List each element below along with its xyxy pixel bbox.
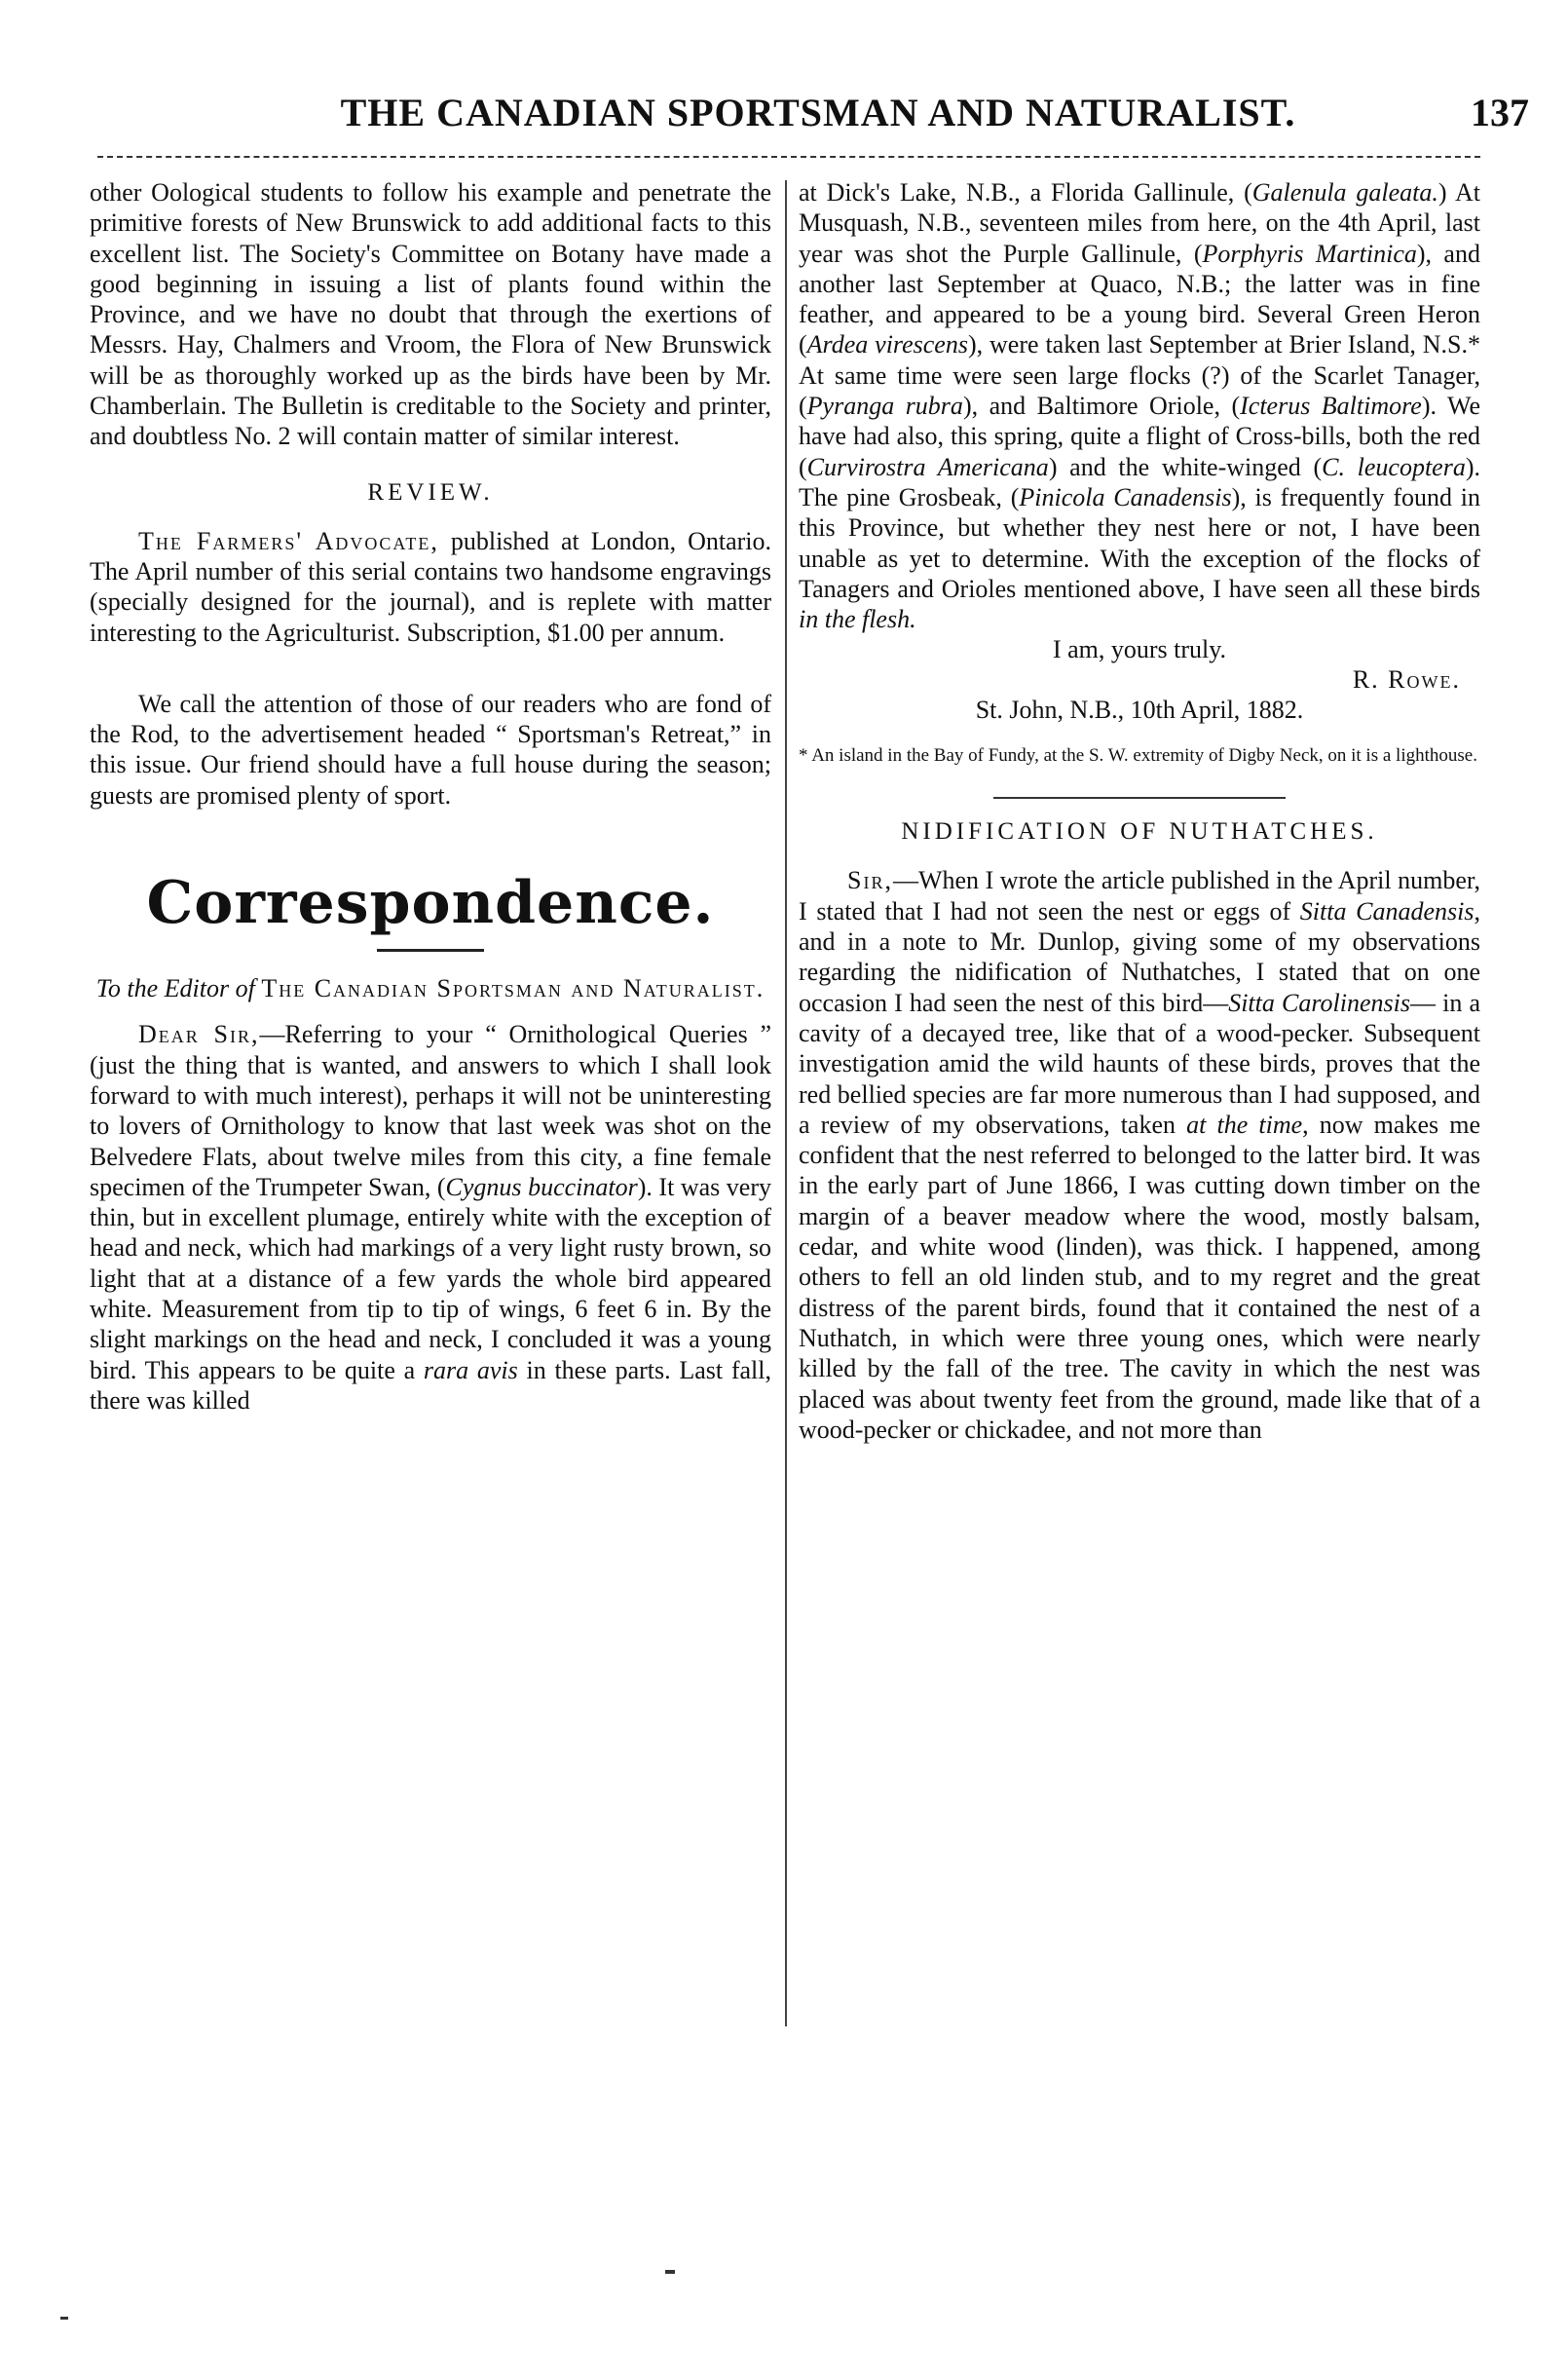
to-editor-italic: To the Editor of (95, 974, 255, 1003)
column-divider (785, 180, 787, 2026)
header-rule (97, 156, 1480, 158)
rod-notice-paragraph: We call the attention of those of our readers who are fond of the Rod, to the advertisement headed “ Sportsman's Retreat,” in this issue. Our friend should have a full house during the season; guests are promised plenty of sport. (90, 689, 771, 810)
rara-avis: rara avis (423, 1355, 518, 1384)
letter-closing: I am, yours truly. (1052, 635, 1227, 664)
review-body: published at London, Ontario. The April number of this serial contains two handsome engravings (specially designed for the journal), and is replete with matter interesting to the Agriculturist. Subscription, $1.00 per annum. (90, 526, 771, 647)
footnote-rule (993, 797, 1286, 799)
to-editor-journal: The Canadian Sportsman and Naturalist. (261, 974, 765, 1003)
letter-salutation: Dear Sir, (138, 1020, 260, 1049)
to-editor-line (90, 973, 771, 1003)
correspondence-rule (377, 949, 484, 952)
nuthatch-letter: Sir,—When I wrote the article published in the April number, I stated that I had not seen the nest or eggs of Sitta Canadensis, and in a note to Mr. Dunlop, giving some of my observations regarding the nidification of Nuthatches, I stated that on one occasion I had seen the nest of this bird—Sitta Carolinensis— in a cavity of a decayed tree, like that of a wood-pecker. Subsequent investigation amid the wild haunts of these birds, proves that the red bellied species are far more numerous than I had supposed, and a review of my observations, taken at the time, now makes me confident that the nest referred to belonged to the latter bird. It was in the early part of June 1866, I was cutting down timber on the margin of a beaver meadow where the wood, mostly balsam, cedar, and white wood (linden), was thick. I happened, among others to fell an old linden stub, and to my regret and the great distress of the parent birds, found that it contained the nest of a Nuthatch, in which were three young ones, which were nearly killed by the fall of the tree. The cavity in which the nest was placed was about twenty feet from the ground, made like that of a wood-pecker or chickadee, and not more than (799, 866, 1480, 1444)
speck-left (60, 2317, 68, 2320)
oology-paragraph: other Oological students to follow his example and penetrate the primitive forests of New Brunswick to add additional facts to this excellent list. The Society's Committee on Botany have made a good beginning in issuing a list of plants found within the Province, and we have no doubt that through the exertions of Messrs. Hay, Chalmers and Vroom, the Flora of New Brunswick will be as thoroughly worked up as the birds have been by Mr. Chamberlain. The Bulletin is creditable to the Society and printer, and doubtless No. 2 will contain matter of similar interest. (90, 178, 771, 451)
print-specks (0, 2221, 1568, 2377)
letter-signature: R. Rowe. (1352, 665, 1461, 695)
review-publication-name: The Farmers' Advocate, (138, 526, 439, 555)
review-paragraph (90, 526, 771, 648)
nidification-heading: NIDIFICATION OF NUTHATCHES. (901, 818, 1378, 846)
speck-bottom (665, 2270, 675, 2274)
review-heading: REVIEW. (367, 478, 494, 506)
swan-letter: Dear Sir,—Referring to your “ Ornithological Queries ” (just the thing that is wanted, and answers to which I shall look forward to with much interest), perhaps it will not be uninteresting to lovers of Ornithology to know that last week was shot on the Belvedere Flats, about twelve miles from this city, a fine female specimen of the Trumpeter Swan, (Cygnus buccinator). It was very thin, but in excellent plumage, entirely white with the exception of head and neck, which had markings of a very light rusty brown, so light that at a distance of a few yards the whole bird appeared white. Measurement from tip to tip of wings, 6 feet 6 in. By the slight markings on the head and neck, I concluded it was a young bird. This appears to be quite a rara avis in these parts. Last fall, there was killed (90, 1020, 771, 1415)
left-column (90, 177, 771, 1416)
nuthatch-salutation: Sir, (847, 866, 893, 895)
page-number: 137 (1471, 91, 1529, 134)
species-cygnus: Cygnus buccinator (445, 1172, 638, 1201)
footnote: * An island in the Bay of Fundy, at the S. W. extremity of Digby Neck, on it is a lighthouse. (799, 745, 1477, 767)
correspondence-heading: Correspondence. (146, 869, 715, 938)
running-head (263, 90, 1529, 144)
letter-place-date: St. John, N.B., 10th April, 1882. (975, 696, 1304, 725)
running-title: THE CANADIAN SPORTSMAN AND NATURALIST. (340, 91, 1296, 134)
right-column (799, 177, 1480, 1445)
swan-letter-continued: at Dick's Lake, N.B., a Florida Gallinule, (Galenula galeata.) At Musquash, N.B., seventeen miles from here, on the 4th April, last year was shot the Purple Gallinule, (Porphyris Martinica), and another last September at Quaco, N.B.; the latter was in fine feather, and appeared to be a young bird. Several Green Heron (Ardea virescens), were taken last September at Brier Island, N.S.* At same time were seen large flocks (?) of the Scarlet Tanager, (Pyranga rubra), and Baltimore Oriole, (Icterus Baltimore). We have had also, this spring, quite a flight of Cross-bills, both the red (Curvirostra Americana) and the white-winged (C. leucoptera). The pine Grosbeak, (Pinicola Canadensis), is frequently found in this Province, but whether they nest here or not, I have been unable as yet to determine. With the exception of the flocks of Tanagers and Orioles mentioned above, I have seen all these birds in the flesh. (799, 178, 1481, 634)
